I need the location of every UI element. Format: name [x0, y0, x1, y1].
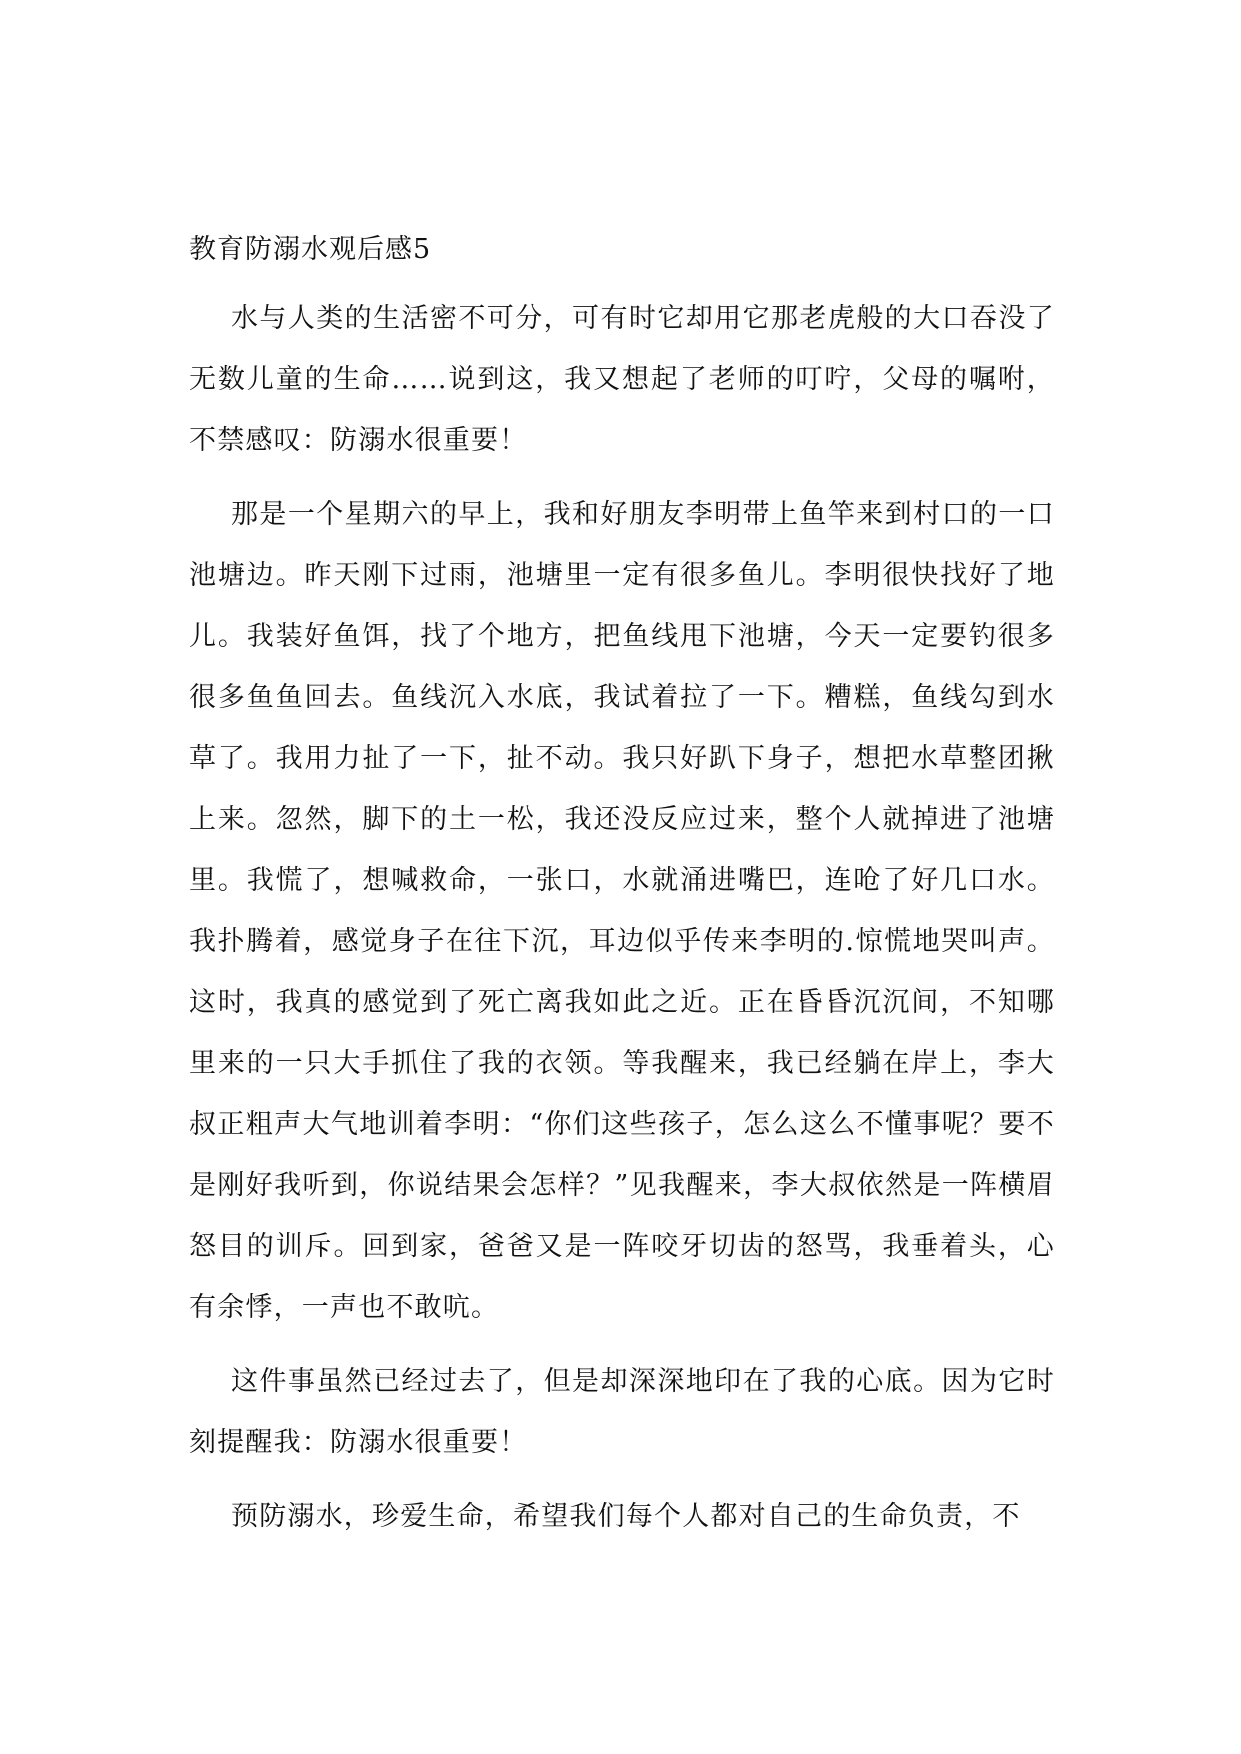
paragraph-reflection: 这件事虽然已经过去了，但是却深深地印在了我的心底。因为它时刻提醒我：防溺水很重要！	[189, 1366, 1055, 1458]
paragraph-conclusion: 预防溺水，珍爱生命，希望我们每个人都对自己的生命负责，不	[231, 1501, 1021, 1532]
paragraph-story: 那是一个星期六的早上，我和好朋友李明带上鱼竿来到村口的一口池塘边。昨天刚下过雨，池塘里一定有很多鱼儿。李明很快找好了地儿。我装好鱼饵，找了个地方，把鱼线甩下池塘，今天一定要钓很多很多鱼鱼回去。鱼线沉入水底，我试着拉了一下。糟糕，鱼线勾到水草了。我用力扯了一下，扯不动。我只好趴下身子，想把水草整团揪上来。忽然，脚下的土一松，我还没反应过来，整个人就掉进了池塘里。我慌了，想喊救命，一张口，水就涌进嘴巴，连呛了好几口水。我扑腾着，感觉身子在往下沉，耳边似乎传来李明的.惊慌地哭叫声。这时，我真的感觉到了死亡离我如此之近。正在昏昏沉沉间，不知哪里来的一只大手抓住了我的衣领。等我醒来，我已经躺在岸上，李大叔正粗声大气地训着李明：“你们这些孩子，怎么这么不懂事呢？要不是刚好我听到，你说结果会怎样？”见我醒来，李大叔依然是一阵横眉怒目的训斥。回到家，爸爸又是一阵咬牙切齿的怒骂，我垂着头，心有余悸，一声也不敢吭。	[189, 499, 1055, 1323]
document-title: 教育防溺水观后感5	[189, 234, 432, 265]
paragraph-intro: 水与人类的生活密不可分，可有时它却用它那老虎般的大口吞没了无数儿童的生命……说到这，我又想起了老师的叮咛，父母的嘱咐，不禁感叹：防溺水很重要！	[189, 303, 1055, 456]
document-body	[189, 224, 1055, 1547]
